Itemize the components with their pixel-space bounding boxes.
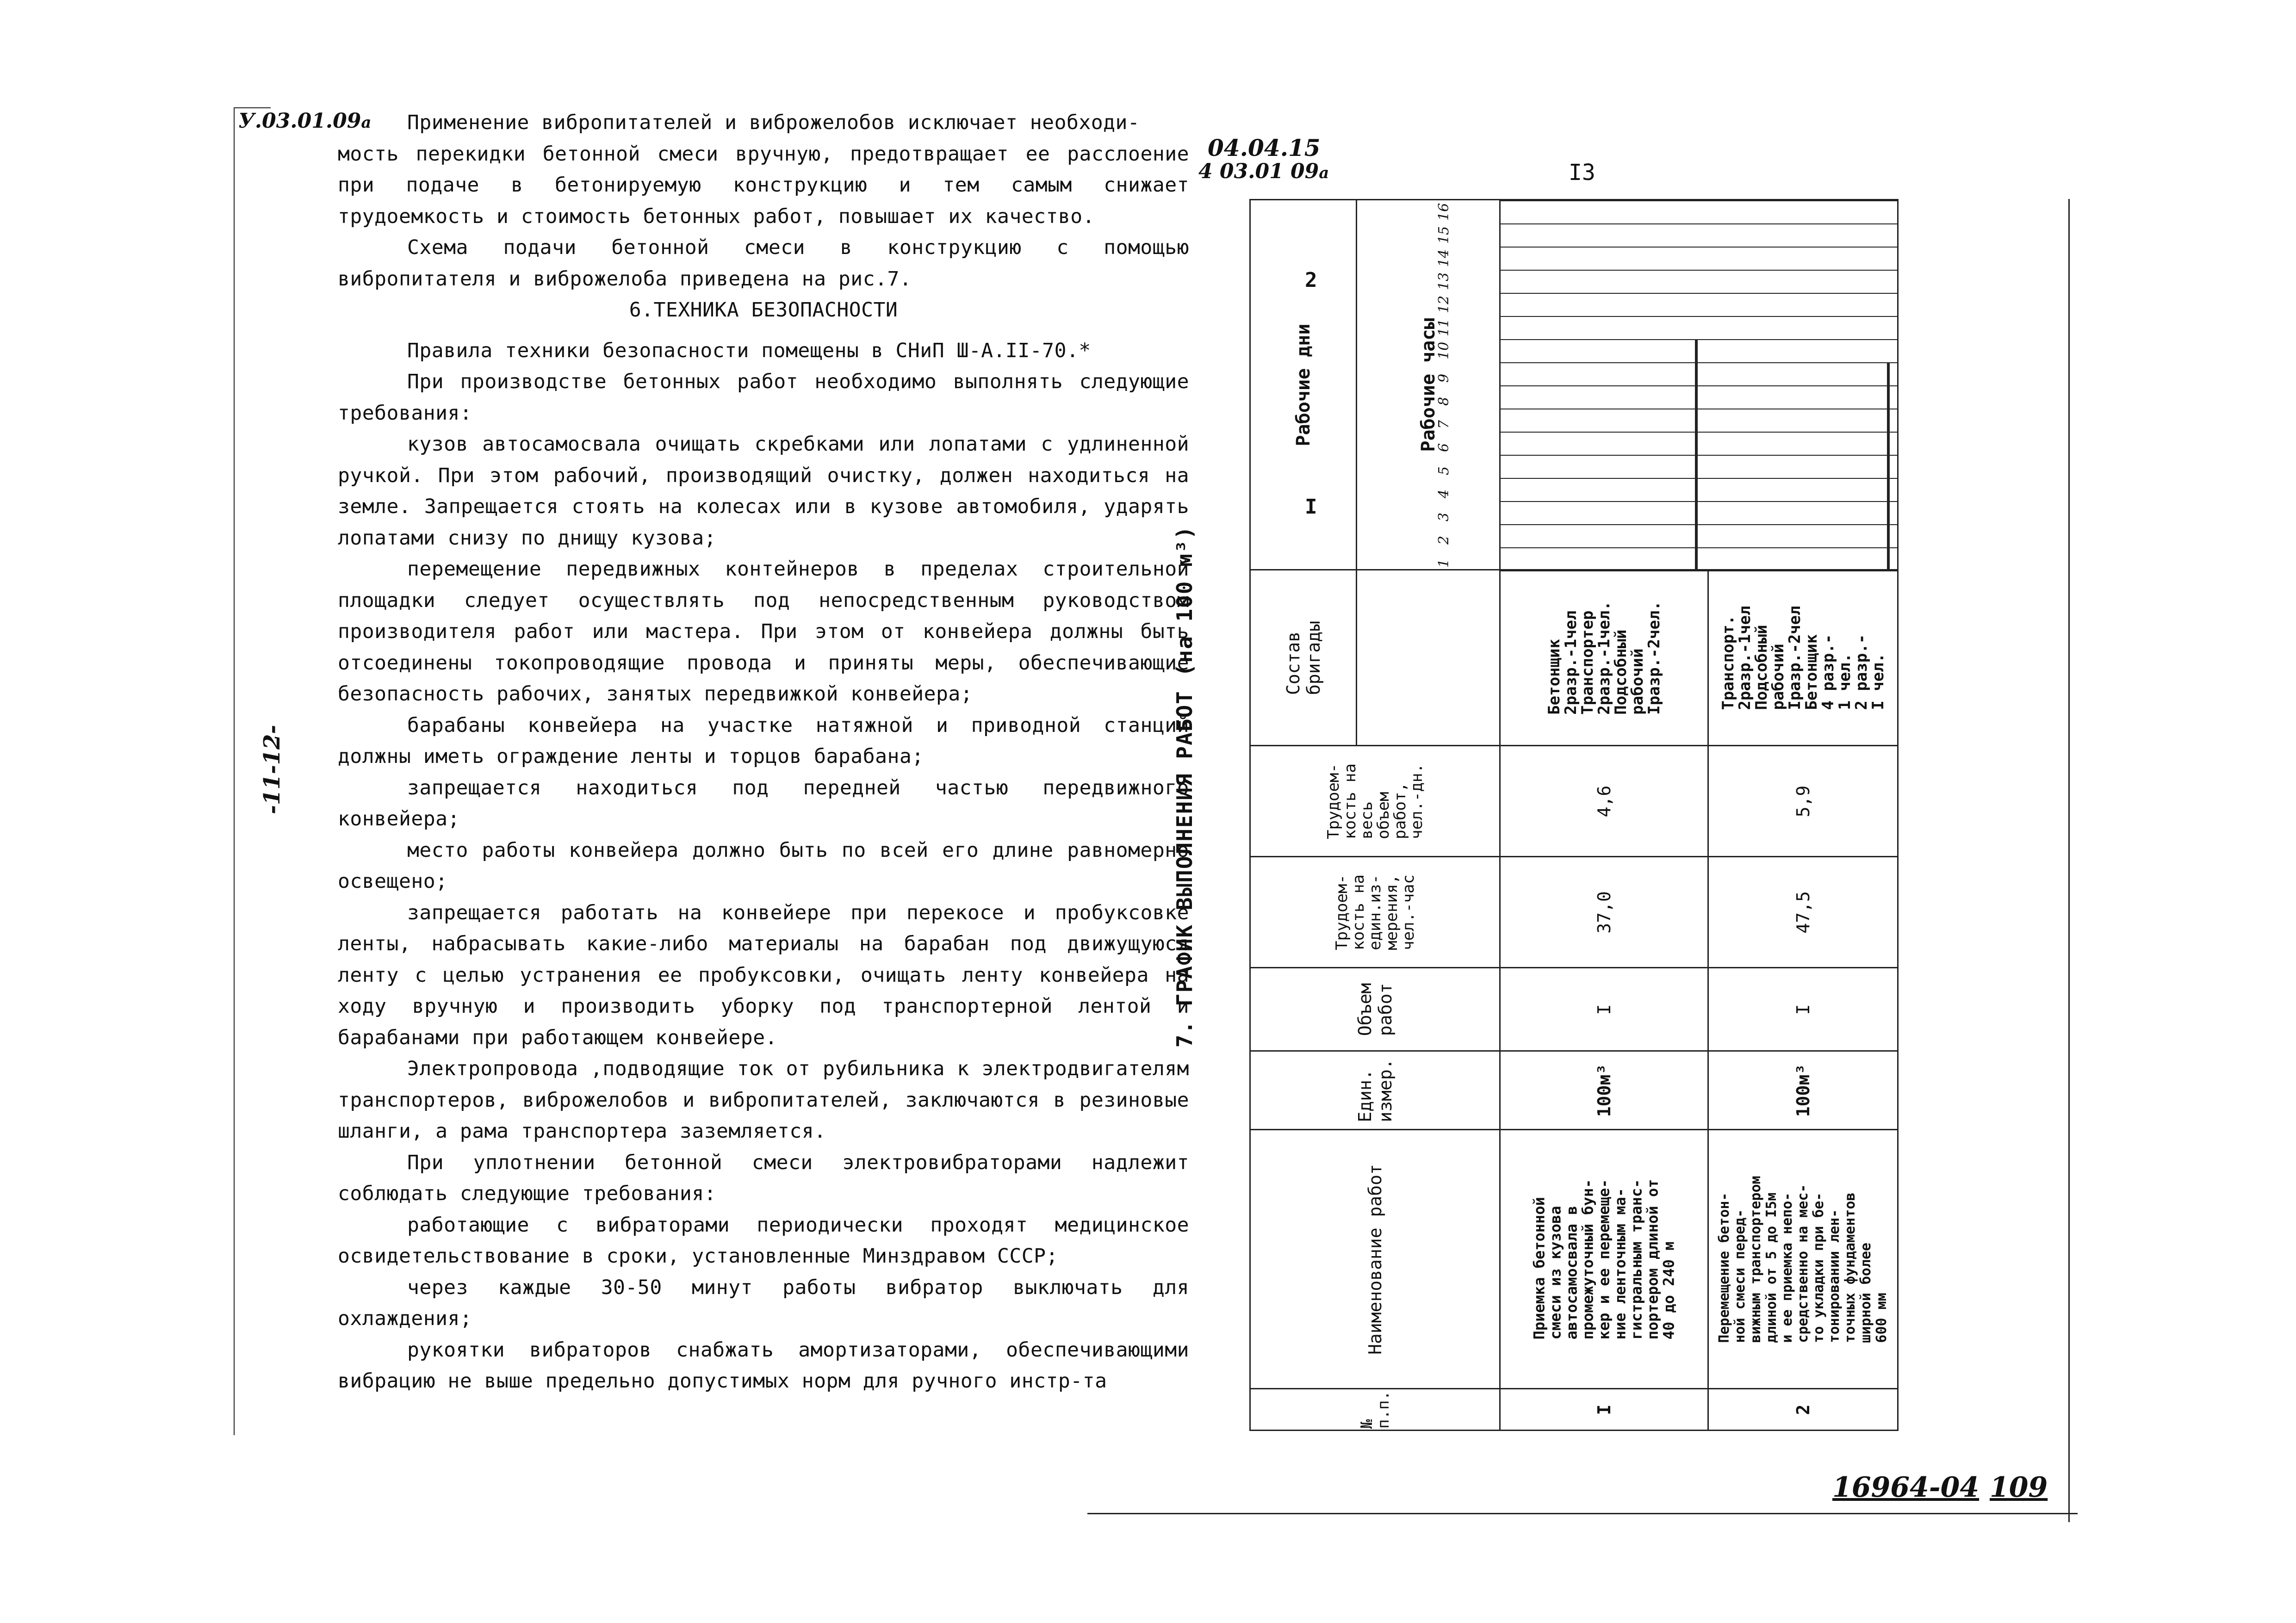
page-number: I3 bbox=[1569, 160, 1595, 186]
side-page-number: -11-12- bbox=[259, 725, 285, 814]
header-labor-total: Трудоем- кость на весь объем работ, чел.-дн. bbox=[1324, 763, 1426, 839]
paragraph-11: Электропровода ,подводящие ток от рубильника к электродвигателям транспортеров, виброжелобов и вибропитателей, заключаются в резиновые шланги, а рама транспортера заземляется. bbox=[338, 1057, 1189, 1143]
paragraph-6: перемещение передвижных контейнеров в пределах строительной площадки следует осуществлять под непосредственным руководством производителя работ или мастера. При этом от конвейера должны быть отсоединены токопроводящие провода и приняты меры, обеспечивающие безопасность рабочих, занятых передвижкой конвейера; bbox=[338, 558, 1189, 706]
gantt-hour-label: 5 bbox=[1436, 466, 1452, 475]
header-work-hours: Рабочие часы bbox=[1417, 318, 1439, 452]
gantt-hour-line bbox=[1501, 385, 1899, 386]
page-frame-left bbox=[234, 107, 235, 1435]
gantt-hour-line bbox=[1501, 316, 1899, 317]
header-work-days: Рабочие дни bbox=[1292, 323, 1314, 446]
labor-unit-1-cell bbox=[1500, 857, 1708, 968]
gantt-hour-label: 16 bbox=[1436, 203, 1452, 221]
footer-page: 109 bbox=[1990, 1471, 2048, 1504]
work-name-1: Приемка бетонной смеси из кузова автосамосвала в промежуточный бун- кер и ее перемеще- ние ленточным ма- гистральным транс- портером длиной от 40 до 240 м bbox=[1530, 1179, 1677, 1339]
volume-1-cell bbox=[1500, 968, 1708, 1051]
labor-total-2: 5,9 bbox=[1793, 785, 1813, 817]
gantt-hour-label: 6 bbox=[1436, 443, 1452, 452]
unit-2: 100м³ bbox=[1793, 1064, 1813, 1117]
volume-2: I bbox=[1793, 1004, 1813, 1015]
header-name: Наименование работ bbox=[1365, 1164, 1385, 1355]
labor-total-1: 4,6 bbox=[1594, 785, 1614, 817]
paragraph-7: барабаны конвейера на участке натяжной и приводной станций должны иметь ограждение ленты и торцов барабана; bbox=[338, 713, 1189, 768]
paragraph-2: Схема подачи бетонной смеси в конструкцию с помощью вибропитателя и виброжелоба приведена на рис.7. bbox=[338, 236, 1189, 291]
paragraph-5: кузов автосамосвала очищать скребками или лопатами с удлиненной ручкой. При этом рабочий, производящий очистку, должен находиться на земле. Запрещается стоять на колесах или в кузове автомобиля, ударять лопатами снизу по днищу кузова; bbox=[338, 433, 1189, 550]
labor-unit-2: 47,5 bbox=[1793, 891, 1813, 934]
gantt-hour-label: 2 bbox=[1436, 535, 1452, 545]
paragraph-4: При производстве бетонных работ необходимо выполнять следующие требования: bbox=[338, 370, 1189, 425]
gantt-hour-label: 12 bbox=[1436, 295, 1452, 313]
header-num: № п.п. bbox=[1357, 1390, 1393, 1429]
gantt-hour-line bbox=[1501, 247, 1899, 248]
gantt-hour-line bbox=[1501, 547, 1899, 548]
header-unit-cell bbox=[1250, 1051, 1500, 1130]
gantt-hour-line bbox=[1501, 200, 1899, 201]
gantt-hour-label: 7 bbox=[1436, 420, 1452, 429]
num-2-cell bbox=[1708, 1389, 1898, 1431]
header-work-hours-cell bbox=[1357, 200, 1500, 570]
gantt-hour-line bbox=[1501, 270, 1899, 271]
gantt-hour-label: 1 bbox=[1436, 558, 1452, 568]
day-1-label: I bbox=[1305, 495, 1317, 519]
gantt-hour-line bbox=[1501, 501, 1899, 502]
gantt-hour-line bbox=[1501, 339, 1899, 340]
crew-1-cell bbox=[1500, 570, 1708, 746]
row-num-2: 2 bbox=[1793, 1404, 1813, 1415]
unit-1: 100м³ bbox=[1594, 1064, 1614, 1117]
header-labor-total-cell bbox=[1250, 746, 1500, 857]
crew-2: Транспорт. 2разр.-1чел Подсобный рабочий Iразр.-2чел Бетонщик 4 разр.- 1 чел. 2 разр.- I чел. bbox=[1719, 605, 1887, 710]
paragraph-1-line-1: Применение вибропитателей и виброжелобов исключает необходи- bbox=[407, 111, 1140, 134]
gantt-area bbox=[1436, 200, 1898, 570]
name-2-cell bbox=[1708, 1130, 1898, 1389]
labor-unit-2-cell bbox=[1708, 857, 1898, 968]
gantt-bar-1 bbox=[1695, 339, 1698, 570]
volume-2-cell bbox=[1708, 968, 1898, 1051]
paragraph-1: мость перекидки бетонной смеси вручную, предотвращает ее расслоение при подаче в бетонируемую конструкцию и тем самым снижает трудоемкость и стоимость бетонных работ, повышает их качество. bbox=[338, 142, 1189, 228]
blank-cell bbox=[1357, 570, 1500, 746]
paragraph-13: работающие с вибраторами периодически проходят медицинское освидетельствование в сроки, установленные Минздравом СССР; bbox=[338, 1213, 1189, 1268]
gantt-hour-line bbox=[1501, 223, 1899, 224]
header-work-days-cell bbox=[1250, 200, 1357, 570]
header-labor-unit-cell bbox=[1250, 857, 1500, 968]
gantt-hour-label: 4 bbox=[1436, 489, 1452, 498]
gantt-hour-line bbox=[1501, 524, 1899, 525]
gantt-hour-line bbox=[1501, 478, 1899, 479]
num-1-cell bbox=[1500, 1389, 1708, 1431]
unit-1-cell bbox=[1500, 1051, 1708, 1130]
header-unit: Един. измер. bbox=[1354, 1058, 1396, 1122]
page-frame-right bbox=[2068, 199, 2070, 1522]
gantt-hour-label: 9 bbox=[1436, 373, 1452, 383]
gantt-hour-line bbox=[1501, 293, 1899, 294]
header-crew-cell bbox=[1250, 570, 1357, 746]
gantt-hour-label: 11 bbox=[1436, 318, 1452, 336]
header-volume-cell bbox=[1250, 968, 1500, 1051]
gantt-hour-line bbox=[1501, 432, 1899, 433]
top-right-code-1: 04.04.15 bbox=[1208, 134, 1321, 161]
paragraph-14: через каждые 30-50 минут работы вибратор выключать для охлаждения; bbox=[338, 1276, 1189, 1330]
header-volume: Объем работ bbox=[1354, 983, 1396, 1036]
labor-unit-1: 37,0 bbox=[1594, 891, 1614, 934]
labor-total-2-cell bbox=[1708, 746, 1898, 857]
page-frame-bottom bbox=[1087, 1513, 2078, 1514]
name-1-cell bbox=[1500, 1130, 1708, 1389]
paragraph-3: Правила техники безопасности помещены в СНиП Ш-А.II-70.* bbox=[407, 339, 1091, 362]
section-title: 6.ТЕХНИКА БЕЗОПАСНОСТИ bbox=[629, 298, 898, 322]
paragraph-10: запрещается работать на конвейере при перекосе и пробуксовке ленты, набрасывать какие-либо материалы на барабан под движущуюся ленту с целью устранения ее пробуксовки, очищать ленту конвейера на ходу вручную и производить уборку под транспортерной лентой и барабанами при работающем конвейере. bbox=[338, 901, 1189, 1049]
crew-1: Бетонщик 2разр.-1чел Транспортер 2разр.-1чел. Подсобный рабочий Iразр.-2чел. bbox=[1545, 601, 1663, 715]
gantt-hour-label: 13 bbox=[1436, 272, 1452, 290]
top-left-code: У.03.01.09а bbox=[238, 109, 372, 133]
footer-code: 16964-04 bbox=[1832, 1471, 1980, 1504]
header-num-cell bbox=[1250, 1389, 1500, 1431]
crew-2-cell bbox=[1708, 570, 1898, 746]
work-name-2: Перемещение бетон- ной смеси перед- вижным транспортером длиной от 5 до I5м и ее приемка непо- средственно на мес- то укладки при бе- тонировании лен- точных фундаментов ширной более 600 мм bbox=[1716, 1175, 1890, 1343]
header-labor-unit: Трудоем- кость на един.из- мерения, чел.-час bbox=[1332, 874, 1418, 950]
paragraph-9: место работы конвейера должно быть по всей его длине равномерно освещено; bbox=[338, 838, 1189, 893]
volume-1: I bbox=[1594, 1004, 1614, 1015]
paragraph-8: запрещается находиться под передней частью передвижного конвейера; bbox=[338, 776, 1189, 830]
paragraph-12: При уплотнении бетонной смеси электровибраторами надлежит соблюдать следующие требования: bbox=[338, 1151, 1189, 1205]
gantt-bar-2 bbox=[1887, 362, 1890, 570]
row-num-1: I bbox=[1594, 1404, 1614, 1415]
top-right-code-2: 4 03.01 09а bbox=[1198, 160, 1329, 183]
gantt-hour-line bbox=[1501, 362, 1899, 363]
gantt-hour-label: 3 bbox=[1436, 512, 1452, 521]
gantt-hour-label: 14 bbox=[1436, 249, 1452, 267]
gantt-hour-label: 8 bbox=[1436, 396, 1452, 406]
paragraph-15: рукоятки вибраторов снабжать амортизаторами, обеспечивающими вибрацию не выше предельно допустимых норм для ручного инстр-та bbox=[338, 1338, 1189, 1393]
gantt-hour-label: 15 bbox=[1436, 226, 1452, 244]
day-2-label: 2 bbox=[1305, 268, 1317, 292]
table-title: 7. ГРАФИК ВЫПОЛНЕНИЯ РАБОТ (на 100 м³) bbox=[1172, 525, 1197, 1048]
schedule-table bbox=[1249, 199, 1897, 1430]
page-frame-top bbox=[234, 107, 271, 108]
gantt-grid bbox=[1436, 200, 1897, 569]
header-name-cell bbox=[1250, 1130, 1500, 1389]
labor-total-1-cell bbox=[1500, 746, 1708, 857]
body-text bbox=[338, 107, 1189, 1397]
header-crew: Состав бригады bbox=[1283, 620, 1324, 695]
gantt-hour-line bbox=[1501, 455, 1899, 456]
unit-2-cell bbox=[1708, 1051, 1898, 1130]
gantt-hour-label: 10 bbox=[1436, 341, 1452, 359]
